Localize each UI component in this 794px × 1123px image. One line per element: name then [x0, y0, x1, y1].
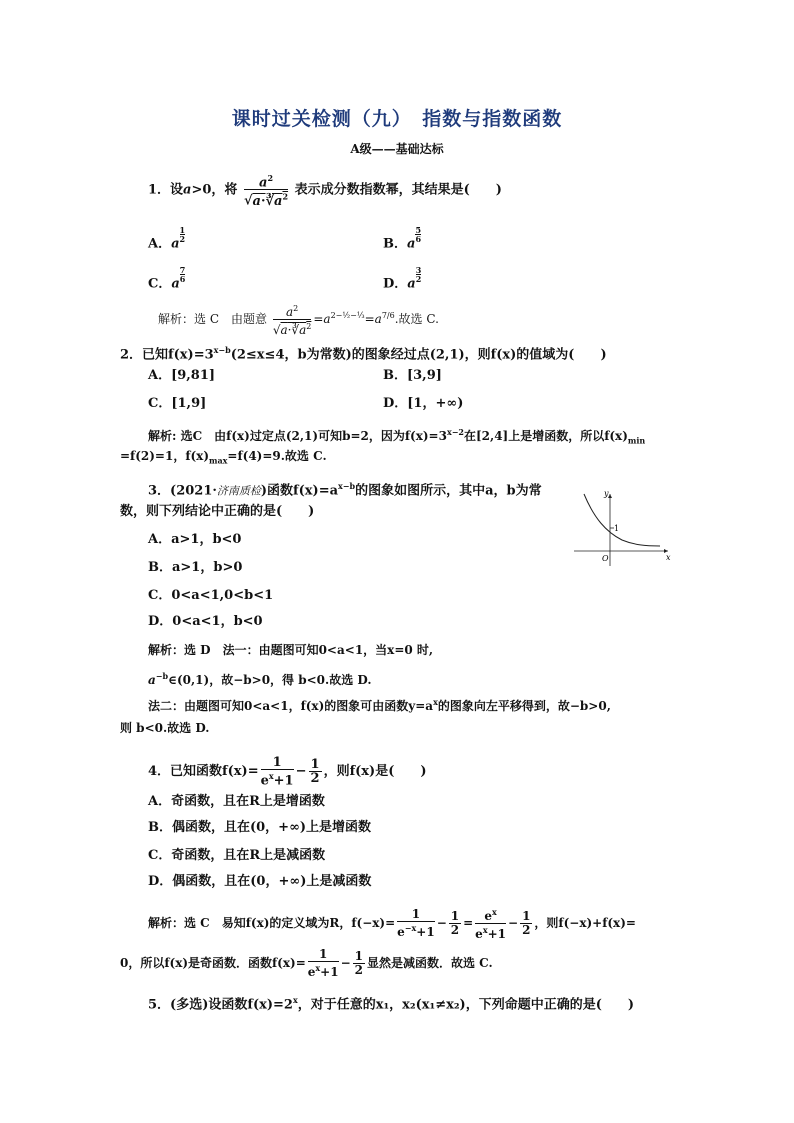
- q3-solution-line3: 法二：由题图可知0<a<1，f(x)的图象可由函数$y=a^x$的图象向左平移得到，故−b>0,: [148, 697, 611, 713]
- q2-stem: 2．已知$f(x)=3^{x-b}(2\le x\le 4$，b为常数)的图象经过点(2,1)，则f(x)的值域为( ): [120, 345, 607, 363]
- q1-fraction: $\frac{a^2}{√a\cdot∛a^2}$: [243, 173, 289, 209]
- x-axis-label: x: [666, 553, 671, 562]
- q3-solution-line4: 则 b<0.故选 D.: [120, 721, 210, 735]
- q2-solution-line2: =f(2)=1，$f(x)_{max}=f(4)=9$.故选 C.: [120, 449, 327, 466]
- origin-label: O: [602, 554, 609, 563]
- q1-stem: 1．设a>0，将 $\frac{a^2}{√a\cdot∛a^2}$ 表示成分数指数幂，其结果是( ): [148, 173, 502, 209]
- curve: [584, 494, 660, 546]
- q1-option-d[interactable]: D．a $\frac{3}{2}$: [383, 265, 422, 292]
- q4-stem: 4．已知函数f(x)= $\frac{1}{e^x+1}$ − $\frac{1}{2}$ ，则f(x)是( ): [148, 755, 427, 789]
- q5-stem: 5．(多选)设函数$f(x)=2^x$，对于任意的x₁，x₂(x₁≠x₂)，下列命题中正确的是( ): [148, 995, 634, 1013]
- q3-solution-line1: 解析：选 D 法一：由题图可知0<a<1，当x=0 时,: [148, 643, 434, 657]
- y-axis-label: y: [604, 489, 609, 498]
- q4-solution-line2: 0，所以f(x)是奇函数．函数f(x)= $\frac{1}{e^x+1}$ − $\frac{1}{2}$ 显然是减函数．故选 C.: [120, 947, 493, 979]
- y-axis-arrow: [608, 494, 612, 498]
- q2-option-d[interactable]: D．[1，+∞): [383, 396, 464, 411]
- q3-option-a[interactable]: A．a>1，b<0: [148, 532, 242, 547]
- level-heading: A级——基础达标: [350, 142, 444, 156]
- one-label: 1: [614, 524, 620, 533]
- q3-option-c[interactable]: C．0<a<1,0<b<1: [148, 588, 274, 603]
- q2-solution-line1: 解析: 选C 由f(x)过定点(2,1)可知b=2，因为$f(x)=3^{x-2}$在[2,4]上是增函数，所以$f(x)_{min}$: [148, 427, 646, 446]
- q3-stem-line2: 数，则下列结论中正确的是( ): [120, 504, 315, 519]
- q4-option-a[interactable]: A．奇函数，且在R上是增函数: [148, 794, 325, 809]
- q3-exponential-graph: [570, 488, 674, 568]
- q3-option-d[interactable]: D．0<a<1，b<0: [148, 614, 263, 629]
- q1-option-b[interactable]: B．a $\frac{5}{6}$: [383, 225, 422, 252]
- q1-option-a[interactable]: A．a $\frac{1}{2}$: [148, 225, 186, 252]
- q2-option-b[interactable]: B．[3,9]: [383, 368, 442, 383]
- q4-solution-line1: 解析：选 C 易知f(x)的定义域为R，f(−x)= $\frac{1}{e^{-x}+1}$ − $\frac{1}{2}$ = $\frac{e^x}{e^x+1}$ − $\frac{1}{2}$ ，则f(−x)+f(x)=: [148, 907, 636, 941]
- q3-stem-line1: 3．(2021·济南质检)函数$f(x)=a^{x-b}$的图象如图所示，其中a，b为常: [148, 481, 542, 499]
- page-title: 课时过关检测（九） 指数与指数函数: [231, 108, 563, 130]
- q4-option-d[interactable]: D．偶函数，且在(0，+∞)上是减函数: [148, 874, 372, 889]
- q3-option-b[interactable]: B．a>1，b>0: [148, 560, 243, 575]
- q4-option-c[interactable]: C．奇函数，且在R上是减函数: [148, 848, 326, 863]
- q1-solution: 解析：选 C 由题意 $\frac{a^2}{√a\cdot∛a^2}$ $=a^{2-\frac{1}{2}-\frac{1}{3}}=a^{7/6}$.故选 C.: [158, 304, 439, 337]
- q2-option-c[interactable]: C．[1,9]: [148, 396, 207, 411]
- q4-option-b[interactable]: B．偶函数，且在(0，+∞)上是增函数: [148, 820, 372, 835]
- q2-option-a[interactable]: A．[9,81]: [148, 368, 216, 383]
- q3-solution-line2: $a^{-b}\in(0,1)$，故−b>0，得 b<0.故选 D.: [148, 671, 372, 687]
- q1-option-c[interactable]: C．a $\frac{7}{6}$: [148, 265, 186, 292]
